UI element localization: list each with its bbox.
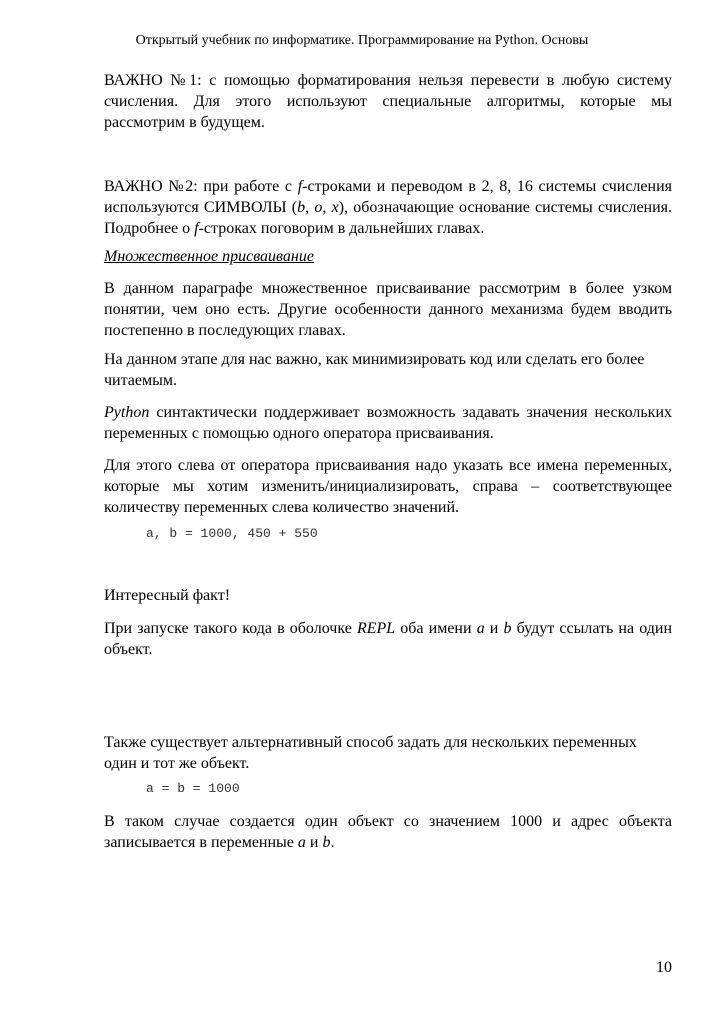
important-note-1: ВАЖНО №1: с помощью форматирования нельзя перевести в любую систему счисления. Для этого используют специальные алгоритмы, которые мы рассмотрим в будущем. (104, 72, 672, 131)
paragraph-intro: В данном параграфе множественное присваивание рассмотрим в более узком понятии, чем оно есть. Другие особенности данного механизма будем вводить постепенно в последующих главах. (104, 280, 672, 339)
paragraph-explanation: Для этого слева от оператора присваивания надо указать все имена переменных, которые мы хотим изменить/инициализировать, справа – соответствующее количеству переменных слева количество значений. (104, 457, 672, 516)
code-example-2: a = b = 1000 (146, 781, 240, 796)
interesting-fact-title: Интересный факт! (104, 587, 231, 604)
paragraph-goal: На данном этапе для нас важно, как минимизировать код или сделать его более читаемым. (104, 351, 645, 389)
paragraph-conclusion: В таком случае создается один объект со значением 1000 и адрес объекта записывается в переменные a и b. (104, 813, 672, 851)
section-heading: Множественное присваивание (104, 248, 314, 265)
interesting-fact-text: При запуске такого кода в оболочке REPL оба имени a и b будут ссылать на один объект. (104, 620, 673, 658)
code-example-1: a, b = 1000, 450 + 550 (146, 526, 318, 541)
page-number: 10 (656, 959, 672, 976)
important-note-2: ВАЖНО №2: при работе с f-строками и переводом в 2, 8, 16 системы счисления используются СИМВОЛЫ (b, o, x), обозначающие основание системы счисления. Подробнее о f-строках поговорим в дальнейших главах. (104, 178, 673, 237)
paragraph-python-syntax: Python синтактически поддерживает возможность задавать значения нескольких переменных с помощью одного оператора присваивания. (104, 404, 672, 442)
paragraph-alternative: Также существует альтернативный способ задать для нескольких переменных один и тот же объект. (104, 734, 637, 772)
page-header: Открытый учебник по информатике. Программирование на Python. Основы (135, 33, 589, 48)
